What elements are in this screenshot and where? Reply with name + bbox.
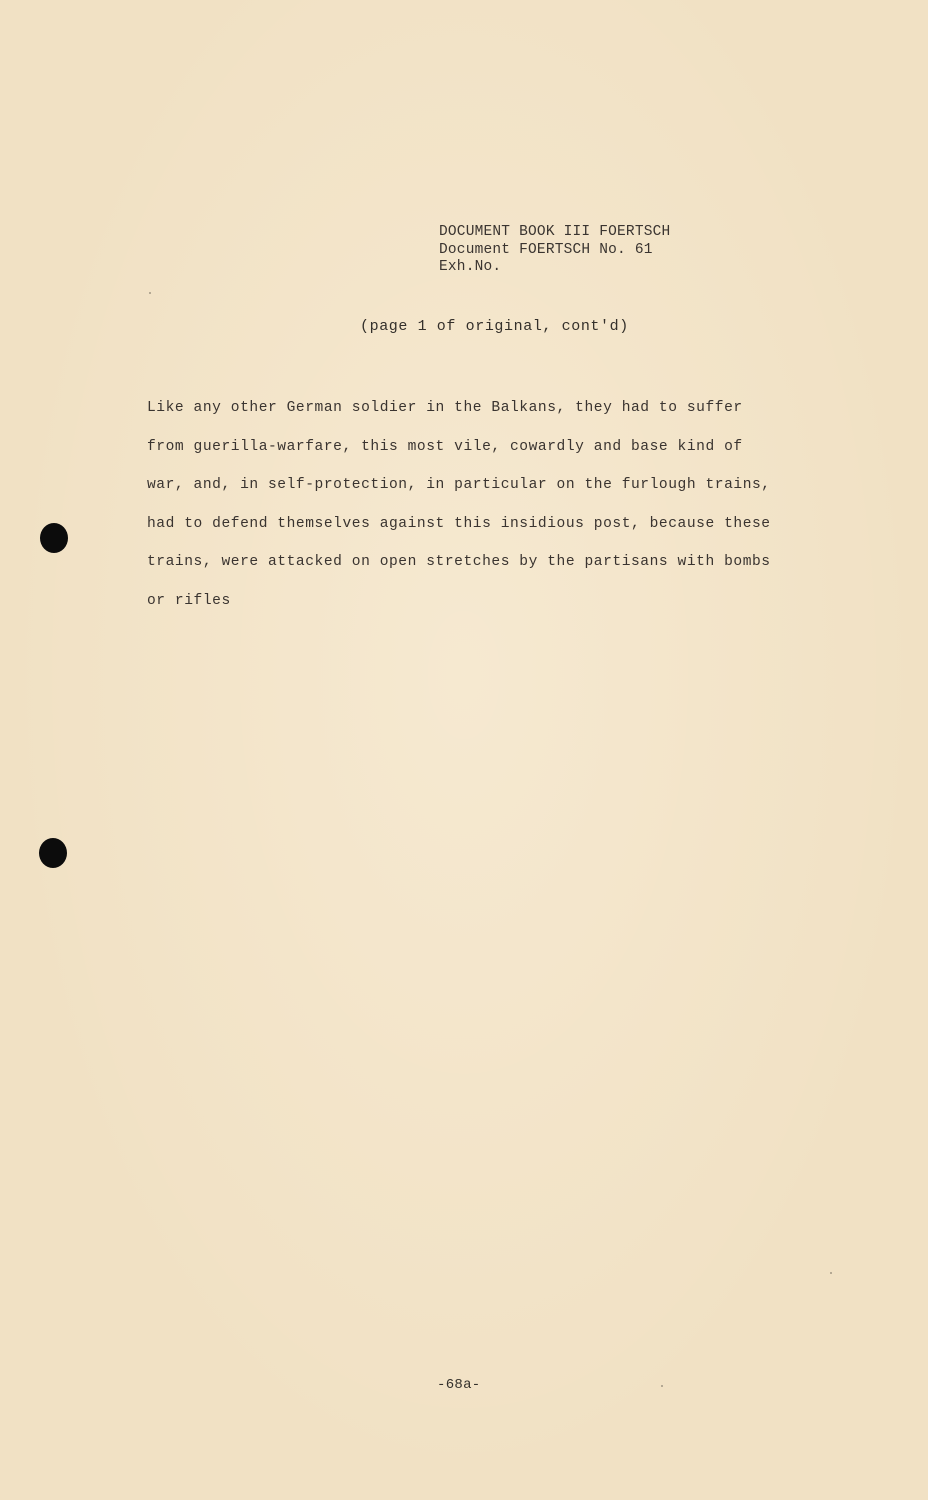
header-exhibit-number: Exh.No. (439, 259, 502, 275)
body-paragraph (147, 398, 807, 630)
page-subtitle: (page 1 of original, cont'd) (360, 318, 629, 335)
punch-hole-top (40, 523, 68, 553)
body-line: had to defend themselves against this insidious post, because these (147, 515, 771, 532)
page-number: -68a- (437, 1377, 481, 1393)
punch-hole-bottom (39, 838, 67, 868)
paper-speck (661, 1385, 663, 1387)
body-line: or rifles (147, 592, 231, 609)
body-line: from guerilla-warfare, this most vile, cowardly and base kind of (147, 438, 743, 455)
header-document-book: DOCUMENT BOOK III FOERTSCH (439, 224, 671, 240)
paper-speck (149, 292, 151, 294)
body-line: trains, were attacked on open stretches by the partisans with bombs (147, 554, 771, 571)
body-line: Like any other German soldier in the Balkans, they had to suffer (147, 400, 743, 416)
header-document-number: Document FOERTSCH No. 61 (439, 241, 653, 258)
document-header (439, 224, 670, 277)
paper-speck (830, 1272, 832, 1274)
body-line: war, and, in self-protection, in particular on the furlough trains, (147, 477, 771, 494)
